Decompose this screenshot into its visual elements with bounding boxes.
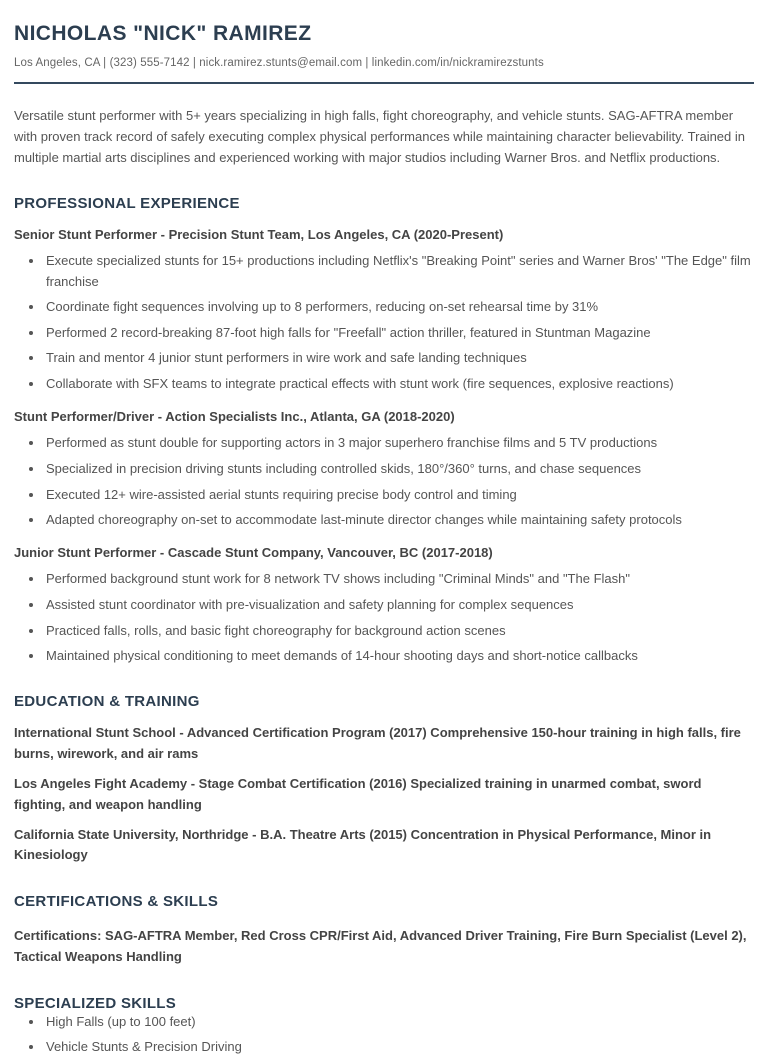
skills-bullet-list [14,1012,754,1058]
education-item: California State University, Northridge - B.A. Theatre Arts (2015) Concentration in Physical Performance, Minor in Kinesiology [14,826,712,863]
job-bullet: • Collaborate with SFX teams to integrate practical effects with stunt work (fire sequences, explosive reactions) [44,374,754,394]
education-item: International Stunt School - Advanced Certification Program (2017) Comprehensive 150-hour training in high falls, fire burns, wirework, and air rams [14,725,741,762]
job-bullet-list [14,251,754,394]
page-title: NICHOLAS "NICK" RAMIREZ [14,22,312,45]
contact-line: Los Angeles, CA | (323) 555-7142 | nick.ramirez.stunts@email.com | linkedin.com/in/nickramirezstunts [14,57,544,69]
certifications-text: Certifications: SAG-AFTRA Member, Red Cross CPR/First Aid, Advanced Driver Training, Fire Burn Specialist (Level 2), Tactical Weapons Handling [14,928,747,964]
resume-document [14,22,754,1058]
job-bullet: • Practiced falls, rolls, and basic fight choreography for background action scenes [44,621,754,641]
job-bullet: • Execute specialized stunts for 15+ productions including Netflix's "Breaking Point" series and Warner Bros' "The Edge" film franchise [44,251,754,291]
job-bullet: • Coordinate fight sequences involving up to 8 performers, reducing on-set rehearsal time by 31% [44,297,754,317]
job-bullet: • Adapted choreography on-set to accommodate last-minute director changes while maintaining safety protocols [44,510,754,530]
skill-bullet: • High Falls (up to 100 feet) [44,1012,754,1032]
job-bullet: • Specialized in precision driving stunts including controlled skids, 180°/360° turns, and chase sequences [44,459,754,479]
summary-paragraph: Versatile stunt performer with 5+ years specializing in high falls, fight choreography, and vehicle stunts. SAG-AFTRA member with proven track record of safely executing complex physical performances while maintaining character believability. Trained in multiple martial arts disciplines and experienced working with major studios including Warner Bros. and Netflix productions. [14,108,745,165]
job-bullet: • Performed 2 record-breaking 87-foot high falls for "Freefall" action thriller, featured in Stuntman Magazine [44,323,754,343]
education-item: Los Angeles Fight Academy - Stage Combat Certification (2016) Specialized training in unarmed combat, sword fighting, and weapon handling [14,775,702,812]
job-bullet: • Assisted stunt coordinator with pre-visualization and safety planning for complex sequences [44,595,754,615]
job-bullet: • Maintained physical conditioning to meet demands of 14-hour shooting days and short-notice callbacks [44,646,754,666]
job-bullet: • Performed as stunt double for supporting actors in 3 major superhero franchise films and 5 TV productions [44,433,754,453]
section-heading-education-training: EDUCATION & TRAINING [14,693,200,711]
job-bullet-list [14,433,754,530]
header-divider [14,82,754,84]
section-heading-specialized-skills: SPECIALIZED SKILLS [14,994,177,1012]
job-title-stunt-performer-driver: Stunt Performer/Driver - Action Specialists Inc., Atlanta, GA (2018-2020) [14,409,455,425]
job-title-junior-stunt-performer: Junior Stunt Performer - Cascade Stunt Company, Vancouver, BC (2017-2018) [14,545,493,561]
skill-bullet: • Vehicle Stunts & Precision Driving [44,1037,754,1057]
job-bullet: • Train and mentor 4 junior stunt performers in wire work and safe landing techniques [44,348,754,368]
job-bullet: • Executed 12+ wire-assisted aerial stunts requiring precise body control and timing [44,485,754,505]
section-heading-professional-experience: PROFESSIONAL EXPERIENCE [14,195,240,213]
job-title-senior-stunt-performer: Senior Stunt Performer - Precision Stunt Team, Los Angeles, CA (2020-Present) [14,227,504,243]
section-heading-certifications-skills: CERTIFICATIONS & SKILLS [14,893,219,911]
education-list [14,723,754,866]
job-bullet-list [14,569,754,666]
job-bullet: • Performed background stunt work for 8 network TV shows including "Criminal Minds" and "The Flash" [44,569,754,589]
